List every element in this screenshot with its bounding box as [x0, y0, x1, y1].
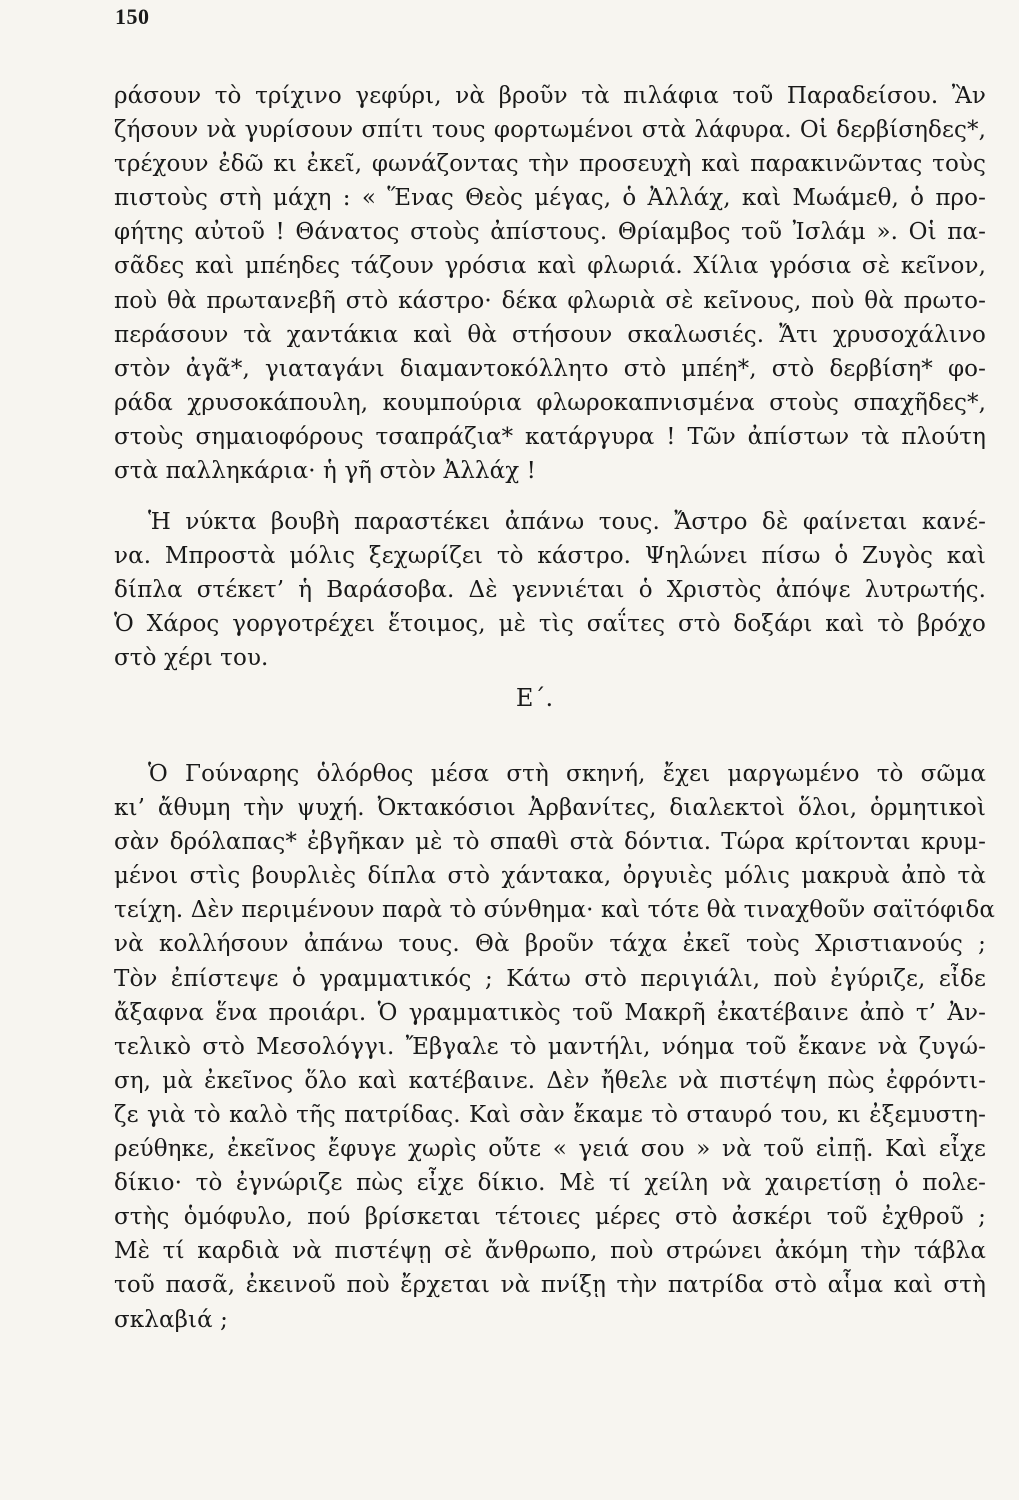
text-line: Ἡ νύκτα βουβὴ παραστέκει ἀπάνω τους. Ἄστρο δὲ φαίνεται κανέ- — [148, 509, 986, 535]
text-line: πιστοὺς στὴ μάχη : « Ἕνας Θεὸς μέγας, ὁ Ἀλλάχ, καὶ Μωάμεθ, ὁ προ- — [114, 185, 986, 212]
text-line: Μὲ τί καρδιὰ νὰ πιστέψῃ σὲ ἄνθρωπο, ποὺ στρώνει ἀκόμη τὴν τάβλα — [114, 1238, 986, 1265]
text-line: περάσουν τὰ χαντάκια καὶ θὰ στήσουν σκαλωσιές. Ἄτι χρυσοχάλινο — [114, 321, 986, 348]
text-line: ζήσουν νὰ γυρίσουν σπίτι τους φορτωμένοι στὰ λάφυρα. Οἱ δερβίσηδες*, — [114, 117, 986, 144]
text-line: ση, μὰ ἐκεῖνος ὅλο καὶ κατέβαινε. Δὲν ἤθελε νὰ πιστέψη πὼς ἐφρόντι- — [114, 1067, 986, 1094]
text-line: στὰ παλληκάρια· ἡ γῆ στὸν Ἀλλάχ ! — [114, 458, 537, 485]
text-line: στὸν ἀγᾶ*, γιαταγάνι διαμαντοκόλλητο στὸ μπέη*, στὸ δερβίση* φο- — [114, 355, 986, 382]
text-line: δίπλα στέκετ’ ἡ Βαράσοβα. Δὲ γεννιέται ὁ Χριστὸς ἀπόψε λυτρωτής. — [114, 577, 986, 604]
text-line: ζε γιὰ τὸ καλὸ τῆς πατρίδας. Καὶ σὰν ἔκαμε τὸ σταυρό του, κι ἐξεμυστη- — [114, 1101, 986, 1128]
text-line: σκλαβιά ; — [114, 1306, 228, 1333]
text-line: σὰν δρόλαπας* ἐβγῆκαν μὲ τὸ σπαθὶ στὰ δόντια. Τώρα κρίτονται κρυμ- — [114, 829, 986, 856]
text-line: μένοι στὶς βουρλιὲς δίπλα στὸ χάντακα, ὀργυιὲς μόλις μακρυὰ ἀπὸ τὰ — [114, 863, 986, 890]
text-line: τοῦ πασᾶ, ἐκεινοῦ ποὺ ἔρχεται νὰ πνίξῃ τὴν πατρίδα στὸ αἷμα καὶ στὴ — [114, 1272, 986, 1299]
text-line: Τὸν ἐπίστεψε ὁ γραμματικός ; Κάτω στὸ περιγιάλι, ποὺ ἐγύριζε, εἶδε — [114, 965, 986, 992]
text-line: ἄξαφνα ἕνα προιάρι. Ὁ γραμματικὸς τοῦ Μακρῆ ἐκατέβαινε ἀπὸ τ’ Ἀν- — [114, 999, 986, 1026]
text-line: ρεύθηκε, ἐκεῖνος ἔφυγε χωρὶς οὔτε « γειά σου » νὰ τοῦ εἰπῇ. Καὶ εἶχε — [114, 1136, 986, 1163]
text-line: κι’ ἄθυμη τὴν ψυχή. Ὀκτακόσιοι Ἀρβανίτες, διαλεκτοὶ ὅλοι, ὁρμητικοὶ — [114, 795, 986, 822]
text-line: τείχη. Δὲν περιμένουν παρὰ τὸ σύνθημα· καὶ τότε θὰ τιναχθοῦν σαϊτόφιδα — [114, 897, 995, 924]
text-line: Ὁ Γούναρης ὁλόρθος μέσα στὴ σκηνή, ἔχει μαργωμένο τὸ σῶμα — [148, 761, 986, 787]
text-line: φήτης αὐτοῦ ! Θάνατος στοὺς ἀπίστους. Θρίαμβος τοῦ Ἰσλάμ ». Οἱ πα- — [114, 219, 986, 246]
text-line: στὸ χέρι του. — [114, 645, 269, 672]
text-line: ποὺ θὰ πρωτανεβῆ στὸ κάστρο· δέκα φλωριὰ σὲ κεῖνους, ποὺ θὰ πρωτο- — [114, 287, 986, 314]
paragraph-1 — [114, 79, 986, 488]
section-heading: Ε΄. — [515, 684, 554, 712]
paragraph-3 — [114, 757, 995, 1337]
text-line: τρέχουν ἐδῶ κι ἐκεῖ, φωνάζοντας τὴν προσευχὴ καὶ παρακινῶντας τοὺς — [114, 151, 986, 178]
paragraph-2 — [114, 505, 986, 675]
text-line: στοὺς σημαιοφόρους τσαπράζια* κατάργυρα ! Τῶν ἀπίστων τὰ πλούτη — [114, 423, 986, 450]
text-line: νὰ κολλήσουν ἀπάνω τους. Θὰ βροῦν τάχα ἐκεῖ τοὺς Χριστιανούς ; — [114, 931, 986, 958]
text-line: Ὁ Χάρος γοργοτρέχει ἕτοιμος, μὲ τὶς σαΐτες στὸ δοξάρι καὶ τὸ βρόχο — [114, 611, 986, 638]
text-line: ράδα χρυσοκάπουλη, κουμπούρια φλωροκαπνισμένα στοὺς σπαχῆδες*, — [114, 389, 986, 416]
text-line: τελικὸ στὸ Μεσολόγγι. Ἔβγαλε τὸ μαντήλι, νόημα τοῦ ἔκανε νὰ ζυγώ- — [114, 1033, 986, 1060]
text-line: στὴς ὁμόφυλο, πού βρίσκεται τέτοιες μέρες στὸ ἀσκέρι τοῦ ἐχθροῦ ; — [114, 1204, 986, 1231]
text-line: να. Μπροστὰ μόλις ξεχωρίζει τὸ κάστρο. Ψηλώνει πίσω ὁ Ζυγὸς καὶ — [114, 543, 986, 570]
text-line: δίκιο· τὸ ἐγνώριζε πὼς εἶχε δίκιο. Μὲ τί χείλη νὰ χαιρετίσῃ ὁ πολε- — [114, 1170, 986, 1197]
text-line: ράσουν τὸ τρίχινο γεφύρι, νὰ βροῦν τὰ πιλάφια τοῦ Παραδείσου. Ἂν — [114, 83, 986, 109]
text-line: σᾶδες καὶ μπέηδες τάζουν γρόσια καὶ φλωριά. Χίλια γρόσια σὲ κεῖνον, — [114, 253, 986, 280]
page-number: 150 — [115, 4, 150, 29]
